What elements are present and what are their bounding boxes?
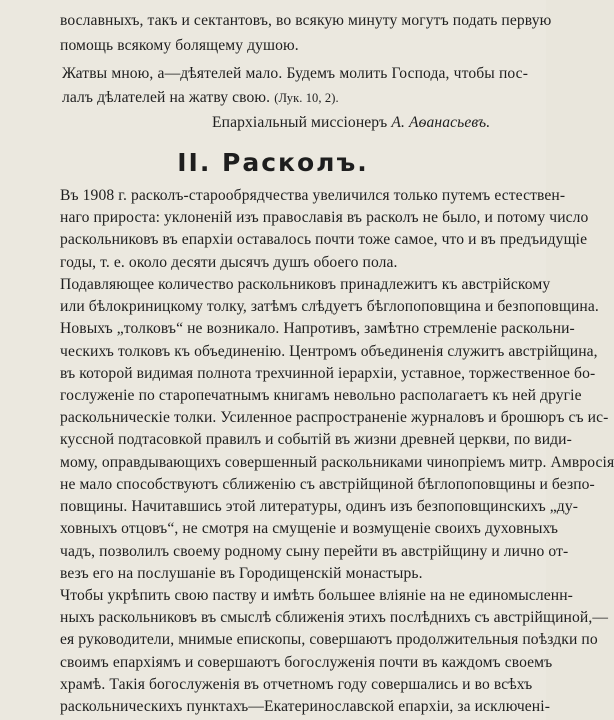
text-line: Чтобы укрѣпить свою паству и имѣть большее вліяніе на не единомысленн- bbox=[60, 586, 573, 604]
text-line: раскольническіе толки. Усиленное распространеніе журналовъ и брошюръ съ ис- bbox=[60, 409, 609, 427]
signature-title: Епархіальный миссіонеръ bbox=[212, 114, 388, 131]
text-line: Въ 1908 г. расколъ-старообрядчества увеличился только путемъ естествен- bbox=[60, 187, 566, 204]
text-line: ческихъ толковъ къ объединенію. Центромъ объединенія служитъ австрійщина, bbox=[60, 342, 598, 360]
text-line: вославныхъ, такъ и сектантовъ, во всякую минуту могутъ подать первую bbox=[60, 12, 552, 29]
text-line: гослуженіе по старопечатнымъ книгамъ невольно располагаетъ къ ней другіе bbox=[60, 387, 582, 404]
text-line: повщины. Начитавшись этой литературы, одинъ изъ безпоповщинскихъ „ду- bbox=[60, 498, 579, 515]
text-line: мому, оправдывающихъ совершенный раскольниками чинопріемъ митр. Амвросія bbox=[60, 453, 614, 471]
text-line: Подавляющее количество раскольниковъ принадлежитъ къ австрійскому bbox=[60, 275, 551, 293]
text-line: раскольническихъ пунктахъ—Екатеринославской епархіи, за исключені- bbox=[60, 698, 550, 715]
section-heading: II. Расколъ. bbox=[177, 148, 369, 177]
signature-name: А. Аѳанасьевъ. bbox=[391, 114, 491, 131]
text-line: чадъ, позволилъ своему родному сыну перейти въ австрійщину и лично от- bbox=[60, 542, 569, 560]
text-line: храмѣ. Такія богослуженія въ отчетномъ году совершались и во всѣхъ bbox=[60, 675, 533, 693]
text-line: въ которой видимая полнота трехчинной іерархіи, уставное, торжественное бо- bbox=[60, 364, 596, 382]
text-line: Жатвы мною, а—дѣятелей мало. Будемъ молить Господа, чтобы пос- bbox=[62, 65, 528, 82]
text-line: кусcной подтасовкой правилъ и событій въ жизни древней церкви, по види- bbox=[60, 431, 572, 449]
text-line: ховныхъ отцовъ“, не смотря на смущеніе и возмущеніе своихъ духовныхъ bbox=[60, 520, 559, 538]
text-line: везъ его на послушаніе въ Городищенскій монастырь. bbox=[60, 564, 423, 582]
text-fragment: лалъ дѣлателей на жатву свою. bbox=[62, 89, 271, 106]
text-line: наго прироста: уклоненій изъ православія въ расколъ не было, и потому число bbox=[60, 209, 589, 227]
text-line: ныхъ раскольниковъ въ смыслѣ сближенія этихъ послѣднихъ съ австрійщиной,— bbox=[60, 609, 609, 627]
text-line: помощь всякому болящему душою. bbox=[60, 37, 299, 54]
text-line: раскольниковъ въ епархіи оставалось почти тоже самое, что и въ предъидущіе bbox=[60, 231, 588, 249]
bible-reference: (Лук. 10, 2). bbox=[274, 91, 339, 105]
text-line: своимъ епархіямъ и совершаютъ богослуженія почти въ каждомъ своемъ bbox=[60, 653, 553, 671]
text-line: не мало способствуютъ сближенію съ австрійщиной бѣглопоповщины и безпо- bbox=[60, 475, 595, 493]
text-line: годы, т. е. около десяти дысячъ душъ обоего пола. bbox=[60, 253, 398, 271]
text-line bbox=[62, 87, 339, 109]
text-line: Новыхъ „толковъ“ не возникало. Напротивъ, замѣтно стремленіе раскольни- bbox=[60, 320, 575, 338]
text-line: ея руководители, мнимые епископы, совершаютъ продолжительныя поѣздки по bbox=[60, 631, 598, 649]
text-line: или бѣлокриницкому толку, затѣмъ слѣдуетъ бѣглопоповщина и безпоповщина. bbox=[60, 298, 599, 316]
signature-line bbox=[212, 112, 490, 134]
